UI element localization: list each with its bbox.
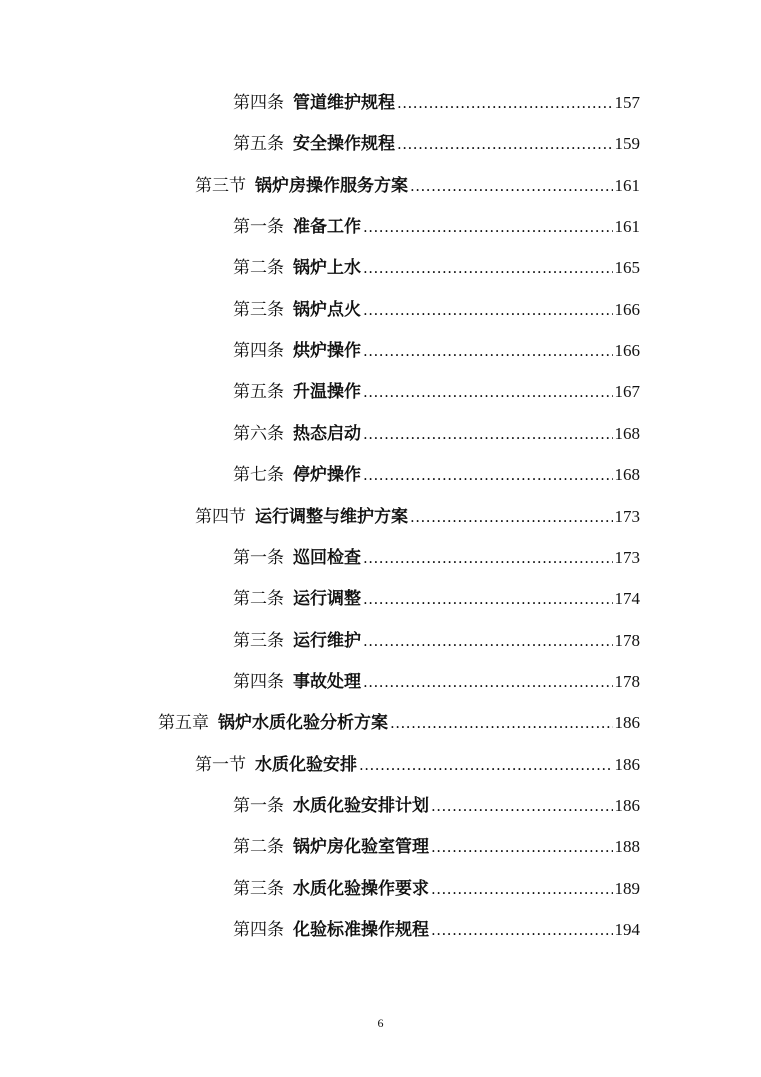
toc-dot-leader xyxy=(431,874,613,904)
toc-entry[interactable] xyxy=(233,336,640,366)
toc-dot-leader xyxy=(363,543,613,573)
toc-entry-page: 186 xyxy=(614,796,640,815)
toc-entry-page: 189 xyxy=(614,879,640,898)
toc-entry-number: 第一条 xyxy=(233,548,284,568)
toc-entry[interactable] xyxy=(233,88,640,118)
toc-entry[interactable] xyxy=(233,584,640,614)
toc-entry-page: 173 xyxy=(614,548,640,567)
toc-dot-leader xyxy=(431,832,613,862)
toc-entry-title: 准备工作 xyxy=(293,217,361,237)
toc-entry-page: 178 xyxy=(614,631,640,650)
toc-entry-title: 运行调整与维护方案 xyxy=(255,507,408,527)
toc-entry-number: 第四节 xyxy=(195,507,246,527)
toc-entry-number: 第六条 xyxy=(233,424,284,444)
toc-entry-page: 157 xyxy=(614,93,640,112)
toc-entry[interactable] xyxy=(233,377,640,407)
toc-entry[interactable] xyxy=(233,295,640,325)
toc-entry-number: 第三节 xyxy=(195,176,246,196)
toc-entry[interactable] xyxy=(195,171,640,201)
toc-entry-page: 186 xyxy=(614,755,640,774)
page-number: 6 xyxy=(377,1016,384,1030)
toc-entry-number: 第二条 xyxy=(233,589,284,609)
toc-dot-leader xyxy=(397,129,613,159)
toc-entry-number: 第四条 xyxy=(233,920,284,940)
toc-entry-title: 停炉操作 xyxy=(293,465,361,485)
toc-entry-page: 166 xyxy=(614,341,640,360)
toc-entry[interactable] xyxy=(158,708,640,738)
toc-entry-number: 第一条 xyxy=(233,796,284,816)
toc-entry-title: 烘炉操作 xyxy=(293,341,361,361)
toc-entry-page: 168 xyxy=(614,465,640,484)
toc-entry[interactable] xyxy=(233,419,640,449)
toc-entry-page: 194 xyxy=(614,920,640,939)
toc-entry-number: 第七条 xyxy=(233,465,284,485)
toc-entry-number: 第五条 xyxy=(233,134,284,154)
toc-entry-title: 水质化验安排 xyxy=(255,755,357,775)
toc-dot-leader xyxy=(363,419,613,449)
toc-entry-title: 锅炉房化验室管理 xyxy=(293,837,429,857)
toc-dot-leader xyxy=(363,336,613,366)
toc-entry-number: 第二条 xyxy=(233,258,284,278)
toc-dot-leader xyxy=(363,377,613,407)
toc-entry[interactable] xyxy=(195,502,640,532)
toc-entry-page: 168 xyxy=(614,424,640,443)
toc-entry-number: 第五章 xyxy=(158,713,209,733)
toc-entry[interactable] xyxy=(233,460,640,490)
toc-entry-title: 运行调整 xyxy=(293,589,361,609)
toc-entry-title: 锅炉房操作服务方案 xyxy=(255,176,408,196)
toc-dot-leader xyxy=(410,502,613,532)
toc-entry-number: 第四条 xyxy=(233,672,284,692)
toc-entry-page: 166 xyxy=(614,300,640,319)
toc-entry[interactable] xyxy=(233,667,640,697)
toc-dot-leader xyxy=(431,915,613,945)
toc-entry-page: 159 xyxy=(614,134,640,153)
toc-entry-title: 热态启动 xyxy=(293,424,361,444)
toc-entry-number: 第一条 xyxy=(233,217,284,237)
toc-entry-title: 锅炉点火 xyxy=(293,300,361,320)
toc-entry[interactable] xyxy=(233,626,640,656)
toc-entry-number: 第五条 xyxy=(233,382,284,402)
toc-entry-number: 第三条 xyxy=(233,879,284,899)
toc-entry-number: 第四条 xyxy=(233,93,284,113)
toc-entry-number: 第四条 xyxy=(233,341,284,361)
toc-entry-title: 水质化验安排计划 xyxy=(293,796,429,816)
toc-entry-number: 第三条 xyxy=(233,631,284,651)
toc-entry-number: 第二条 xyxy=(233,837,284,857)
toc-entry-title: 锅炉水质化验分析方案 xyxy=(218,713,388,733)
toc-entry-title: 管道维护规程 xyxy=(293,93,395,113)
toc-entry-page: 178 xyxy=(614,672,640,691)
toc-entry-number: 第三条 xyxy=(233,300,284,320)
toc-dot-leader xyxy=(363,584,613,614)
toc-entry-page: 188 xyxy=(614,837,640,856)
toc-dot-leader xyxy=(363,460,613,490)
toc-dot-leader xyxy=(397,88,613,118)
toc-dot-leader xyxy=(363,253,613,283)
toc-entry[interactable] xyxy=(233,791,640,821)
toc-entry[interactable] xyxy=(233,543,640,573)
toc-entry-page: 173 xyxy=(614,507,640,526)
toc-entry[interactable] xyxy=(233,212,640,242)
toc-entry-page: 186 xyxy=(614,713,640,732)
toc-entry-page: 174 xyxy=(614,589,640,608)
toc-entry-number: 第一节 xyxy=(195,755,246,775)
toc-dot-leader xyxy=(431,791,613,821)
toc-entry[interactable] xyxy=(195,750,640,780)
toc-entry-page: 161 xyxy=(614,217,640,236)
toc-dot-leader xyxy=(363,626,613,656)
toc-entry-title: 水质化验操作要求 xyxy=(293,879,429,899)
toc-entry[interactable] xyxy=(233,915,640,945)
toc-entry-title: 升温操作 xyxy=(293,382,361,402)
toc-dot-leader xyxy=(359,750,613,780)
toc-entry-title: 运行维护 xyxy=(293,631,361,651)
toc-entry-title: 锅炉上水 xyxy=(293,258,361,278)
toc-entry-page: 165 xyxy=(614,258,640,277)
toc-dot-leader xyxy=(390,708,613,738)
toc-entry-title: 化验标准操作规程 xyxy=(293,920,429,940)
toc-entry[interactable] xyxy=(233,253,640,283)
toc-dot-leader xyxy=(363,212,613,242)
toc-entry-title: 巡回检查 xyxy=(293,548,361,568)
toc-entry[interactable] xyxy=(233,129,640,159)
toc-entry-title: 事故处理 xyxy=(293,672,361,692)
toc-entry-page: 161 xyxy=(614,176,640,195)
toc-dot-leader xyxy=(363,295,613,325)
toc-entry-page: 167 xyxy=(614,382,640,401)
toc-dot-leader xyxy=(410,171,613,201)
toc-dot-leader xyxy=(363,667,613,697)
toc-entry-title: 安全操作规程 xyxy=(293,134,395,154)
toc-entry[interactable] xyxy=(233,832,640,862)
toc-entry[interactable] xyxy=(233,874,640,904)
